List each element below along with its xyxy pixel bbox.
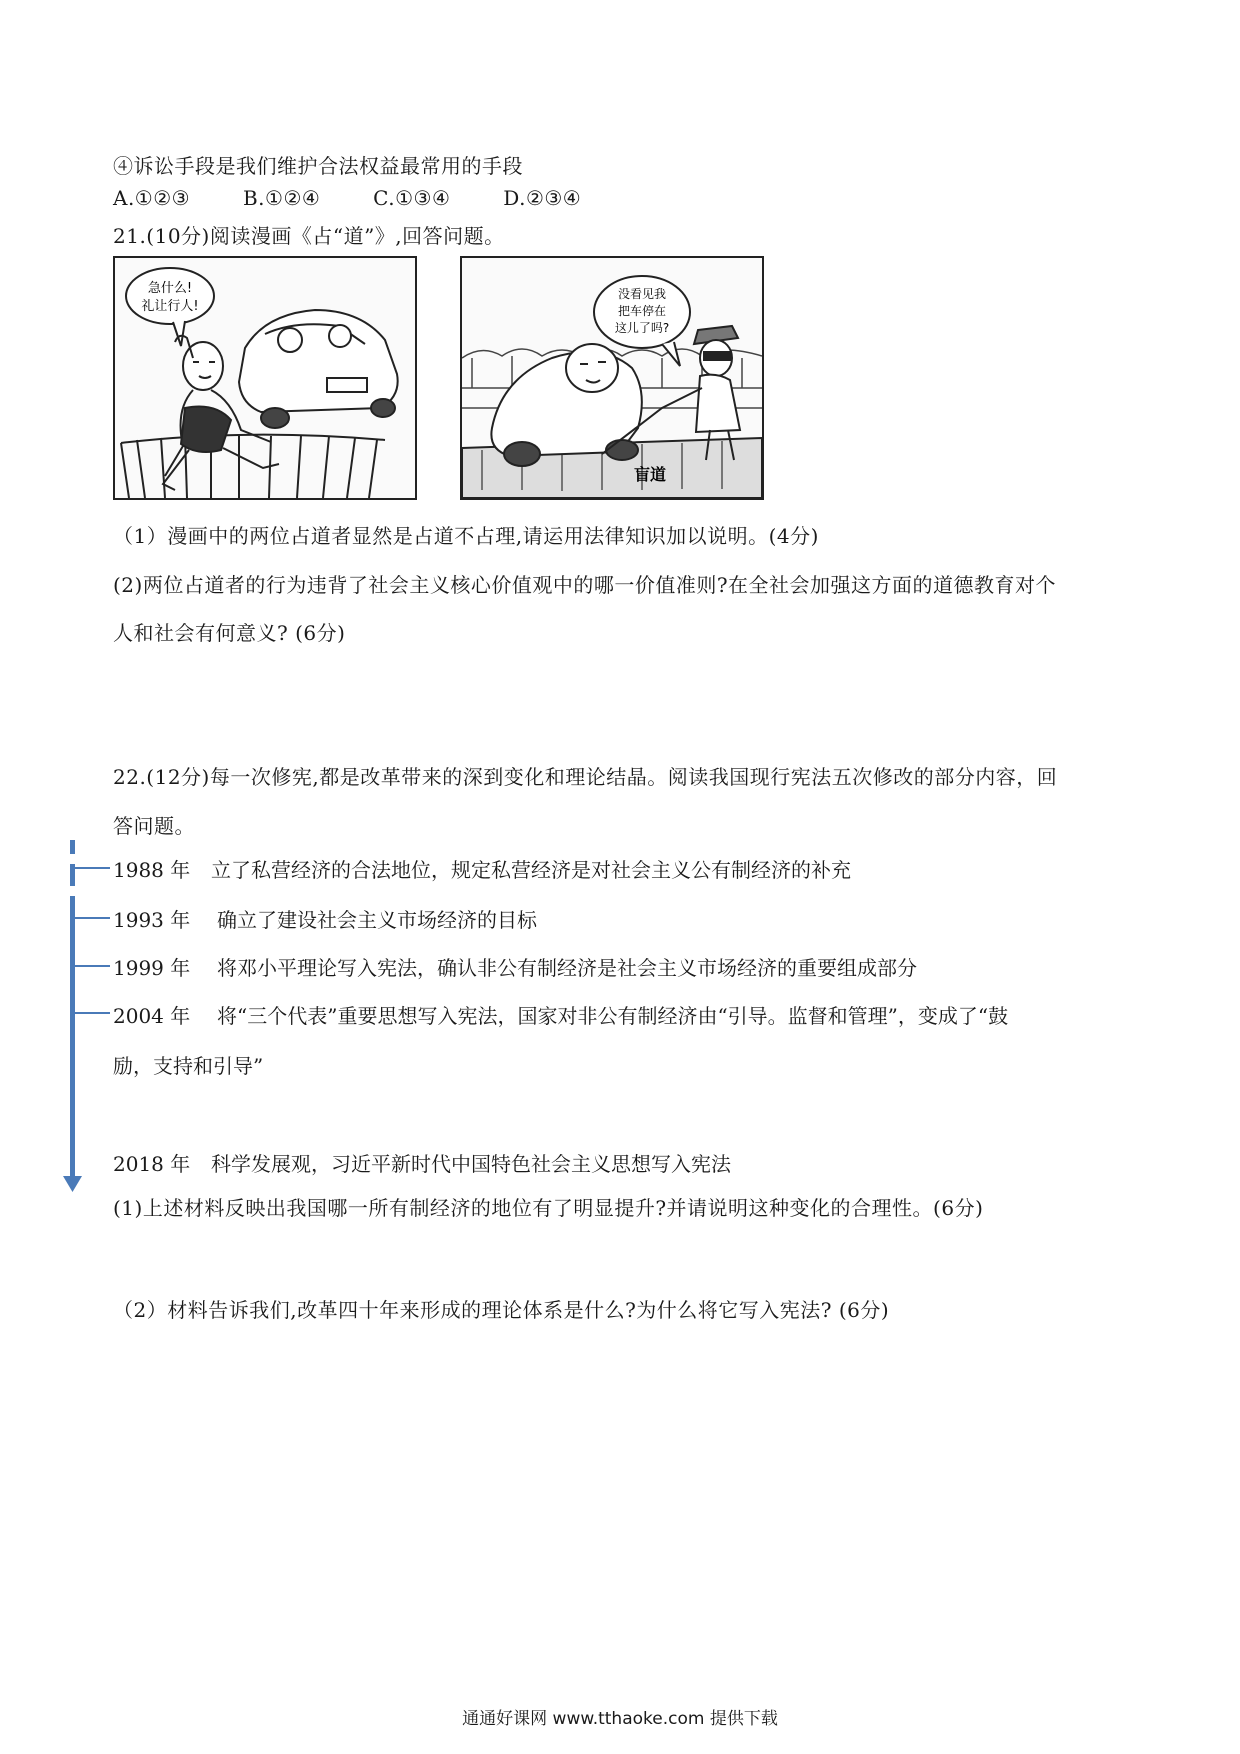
timeline-tick-1999 [74, 965, 110, 967]
timeline-year: 2004 年 [113, 1004, 191, 1028]
timeline-entry-1988 [113, 854, 851, 883]
timeline-entry-1993 [113, 904, 537, 933]
cartoon-blind-road [460, 256, 764, 500]
timeline-arrow-head [63, 1176, 82, 1192]
timeline-text: 科学发展观，习近平新时代中国特色社会主义思想写入宪法 [211, 1152, 731, 1176]
timeline-entry-2004 [113, 1000, 1008, 1029]
timeline-tick-2004 [74, 1012, 110, 1014]
q20-item4: ④诉讼手段是我们维护合法权益最常用的手段 [113, 154, 523, 178]
timeline-text: 确立了建设社会主义市场经济的目标 [217, 908, 537, 932]
cartoon2-bubble-line2: 把车停在 [617, 304, 667, 318]
q22-stem-line1: 22.(12分)每一次修宪,都是改革带来的深到变化和理论结晶。阅读我国现行宪法五次修改的部分内容，回 [113, 765, 1058, 789]
timeline-year: 2018 年 [113, 1152, 191, 1176]
q22-sub2: （2）材料告诉我们,改革四十年来形成的理论体系是什么?为什么将它写入宪法? (6分) [113, 1298, 890, 1322]
q21-sub2-line1: (2)两位占道者的行为违背了社会主义核心价值观中的哪一价值准则?在全社会加强这方面的道德教育对个 [113, 573, 1057, 597]
car-figure [239, 310, 398, 428]
q21-stem: 21.(10分)阅读漫画《占“道”》,回答问题。 [113, 224, 505, 248]
q20-option-b: B.①②④ [242, 186, 321, 210]
page-footer: 通通好课网 www.tthaoke.com 提供下载 [462, 1709, 778, 1729]
cartoon-crosswalk-drawing [115, 258, 415, 498]
q21-sub1: （1）漫画中的两位占道者显然是占道不占理,请运用法律知识加以说明。(4分) [113, 524, 819, 548]
q20-option-c: C.①③④ [373, 186, 451, 210]
timeline-text: 立了私营经济的合法地位，规定私营经济是对社会主义公有制经济的补充 [211, 858, 851, 882]
timeline-entry-1999 [113, 952, 917, 981]
q21-sub2-line2: 人和社会有何意义? (6分) [113, 621, 346, 645]
cartoon1-bubble [126, 268, 214, 324]
blind-road-label: 盲道 [634, 465, 667, 484]
timeline-year: 1999 年 [113, 956, 191, 980]
timeline-tick-1993 [74, 917, 110, 919]
cartoon1-bubble-line2: 礼让行人! [141, 299, 199, 314]
q20-options [113, 186, 627, 210]
cartoon2-bubble-line3: 这儿了吗? [614, 321, 670, 335]
cartoon-crosswalk [113, 256, 417, 500]
timeline-tick-1988 [74, 867, 110, 869]
timeline-year: 1988 年 [113, 858, 191, 882]
cartoon-blind-road-drawing [462, 258, 762, 498]
q20-option-d: D.②③④ [503, 186, 582, 210]
timeline-entry-2004-cont: 励，支持和引导” [113, 1054, 264, 1078]
parked-car-figure [491, 344, 641, 466]
cartoon2-bubble-line1: 没看见我 [617, 287, 667, 301]
q22-sub1: (1)上述材料反映出我国哪一所有制经济的地位有了明显提升?并请说明这种变化的合理性。(6分) [113, 1196, 984, 1220]
timeline-text: 将邓小平理论写入宪法，确认非公有制经济是社会主义市场经济的重要组成部分 [217, 956, 917, 980]
timeline-arrow [60, 840, 84, 1200]
cartoon1-bubble-line1: 急什么! [147, 281, 193, 296]
timeline-entry-2018 [113, 1148, 731, 1177]
q20-option-a: A.①②③ [113, 186, 191, 210]
timeline-text: 将“三个代表”重要思想写入宪法，国家对非公有制经济由“引导。监督和管理”，变成了“鼓 [217, 1004, 1009, 1028]
q22-stem-line2: 答问题。 [113, 814, 195, 838]
timeline-year: 1993 年 [113, 908, 191, 932]
